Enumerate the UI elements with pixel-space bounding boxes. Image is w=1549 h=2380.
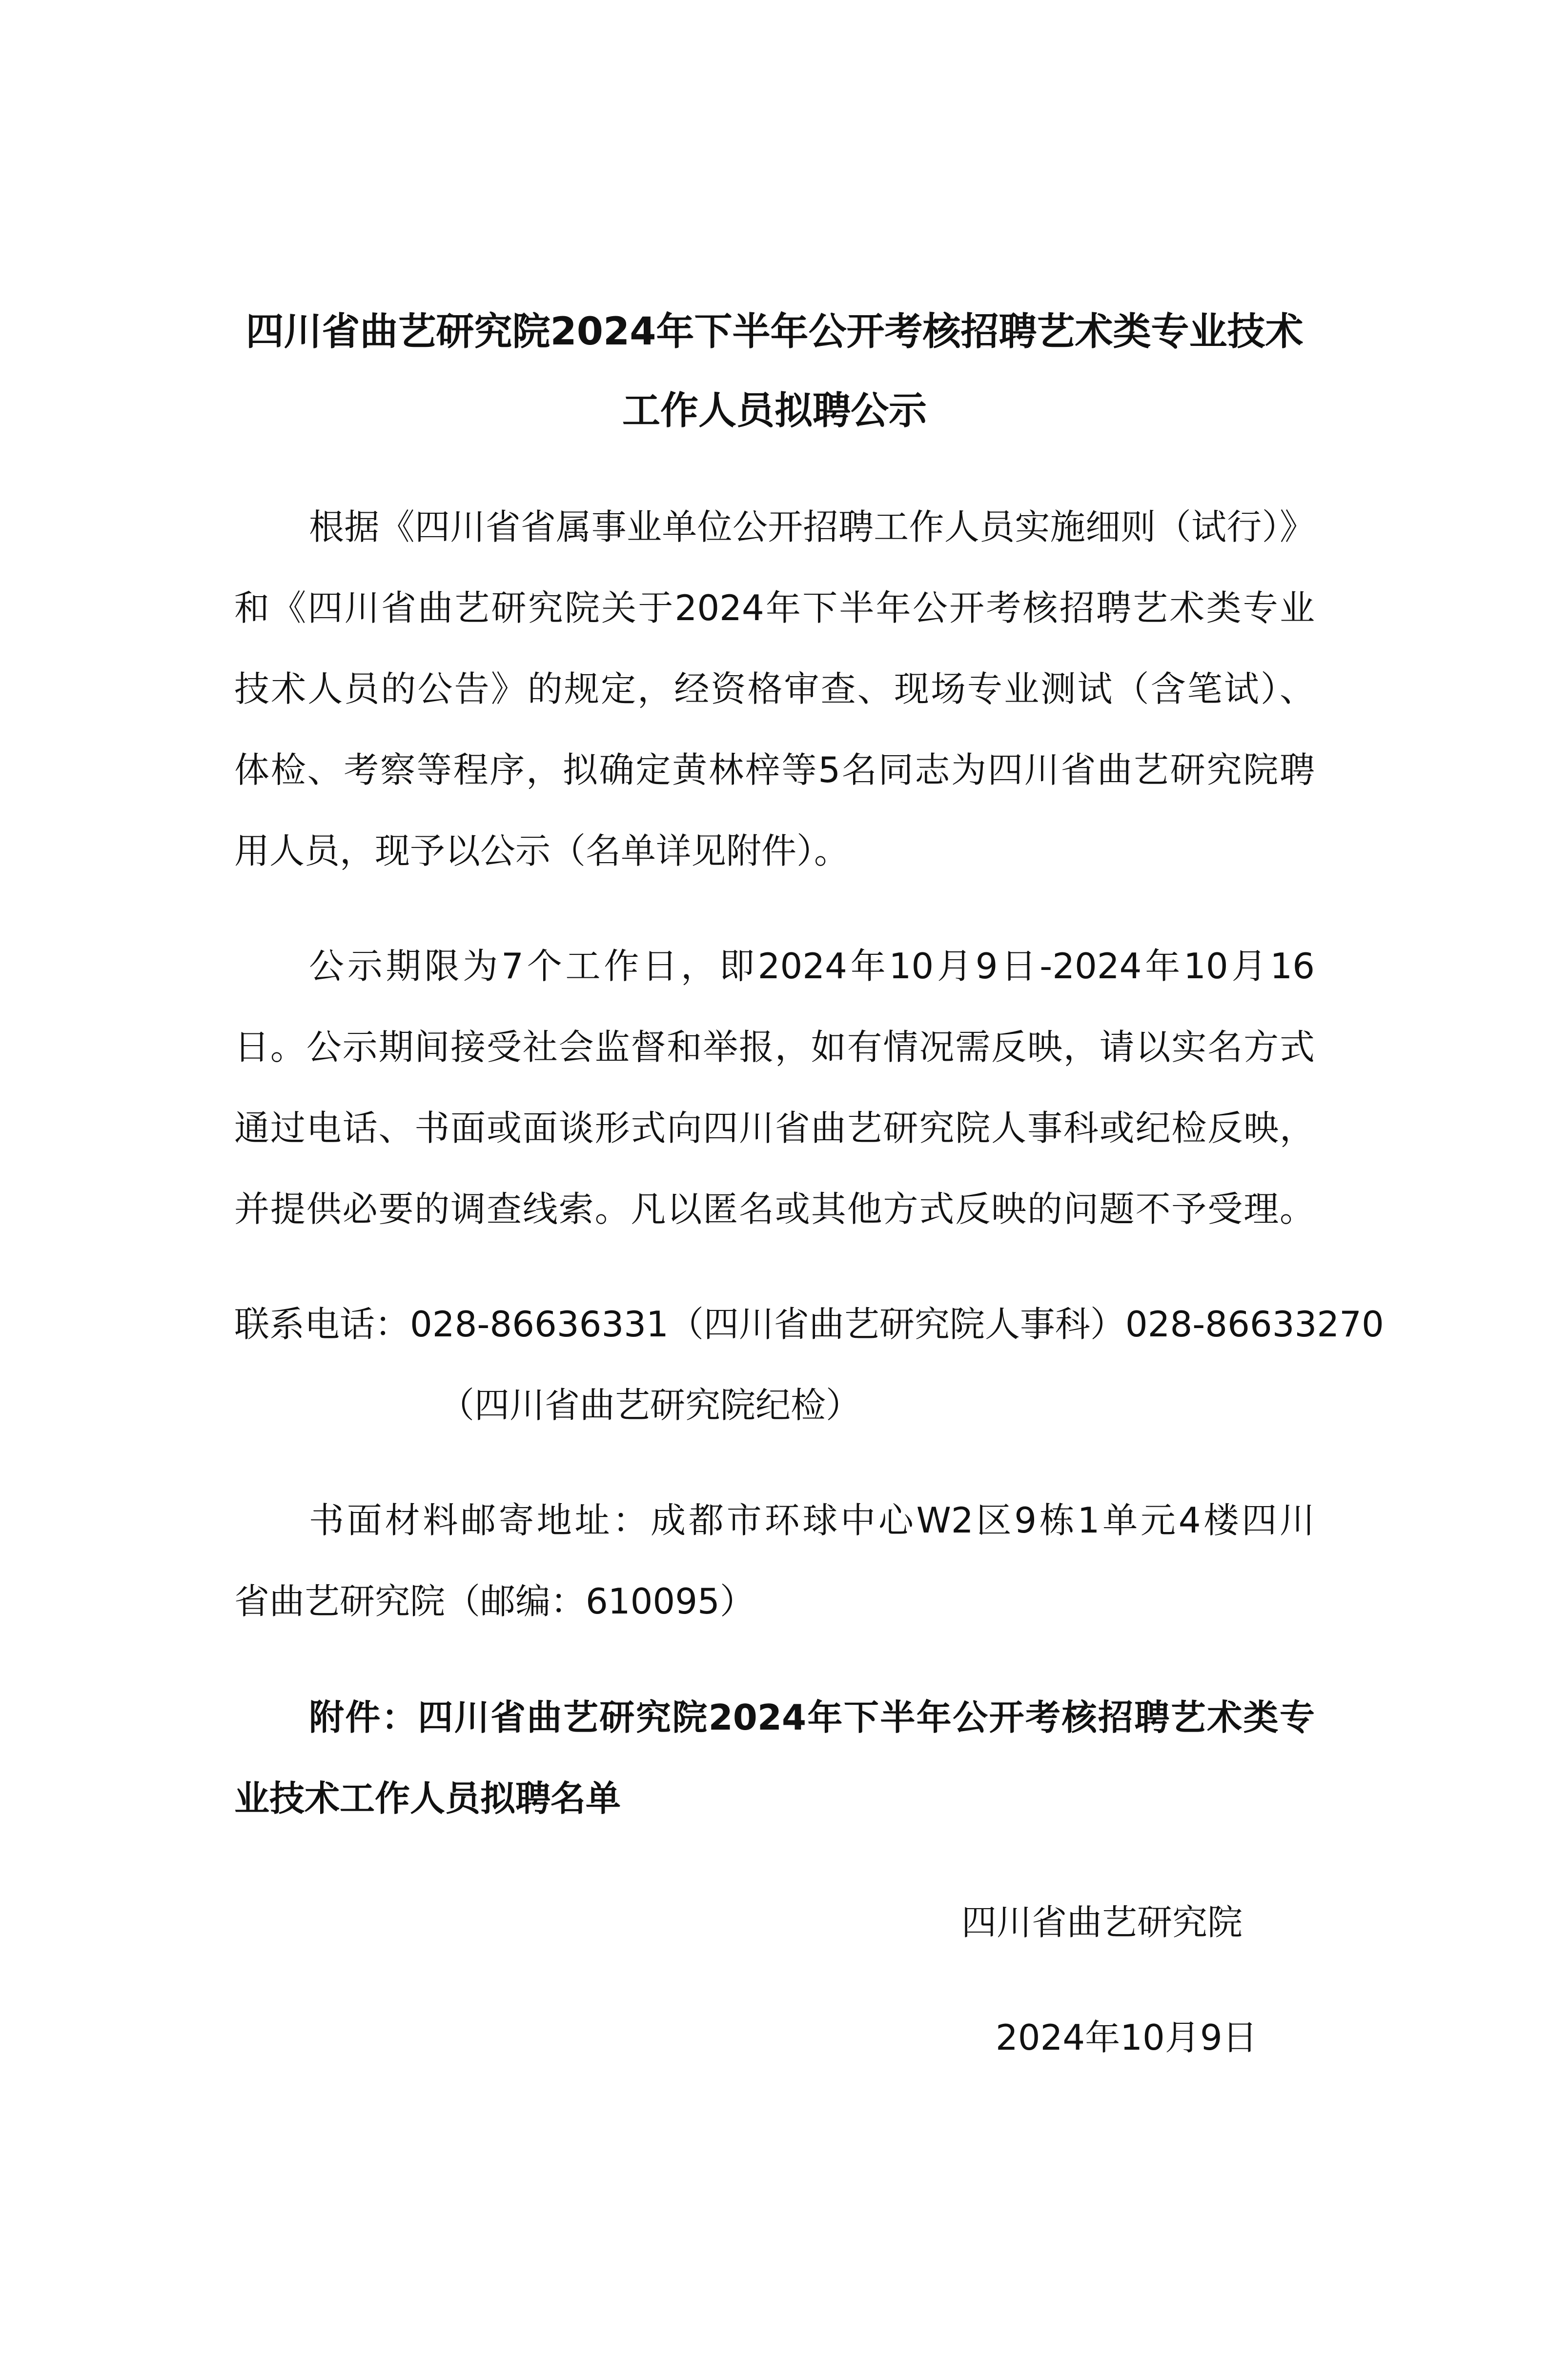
paragraph-1-line-3: 技术人员的公告》的规定，经资格审查、现场专业测试（含笔试）、 (234, 668, 1315, 709)
paragraph-1-line-5: 用人员，现予以公示（名单详见附件）。 (234, 830, 850, 871)
paragraph-2-line-2: 日。公示期间接受社会监督和举报，如有情况需反映，请以实名方式 (234, 1027, 1315, 1068)
mailing-address-line-2: 省曲艺研究院（邮编：610095） (234, 1581, 755, 1622)
mailing-address-line-1: 书面材料邮寄地址：成都市环球中心W2区9栋1单元4楼四川 (309, 1500, 1315, 1541)
paragraph-1-line-2: 和《四川省曲艺研究院关于2024年下半年公开考核招聘艺术类专业 (234, 587, 1315, 628)
paragraph-2-line-4: 并提供必要的调查线索。凡以匿名或其他方式反映的问题不予受理。 (234, 1189, 1315, 1230)
signature-date: 2024年10月9日 (996, 2017, 1258, 2058)
document-title-line-1: 四川省曲艺研究院2024年下半年公开考核招聘艺术类专业技术 (245, 310, 1304, 354)
paragraph-2-line-1: 公示期限为7个工作日，即2024年10月9日-2024年10月16 (309, 946, 1315, 987)
paragraph-1-line-4: 体检、考察等程序，拟确定黄林梓等5名同志为四川省曲艺研究院聘 (234, 749, 1315, 790)
paragraph-2-line-3: 通过电话、书面或面谈形式向四川省曲艺研究院人事科或纪检反映， (234, 1108, 1315, 1149)
attachment-line-1: 附件：四川省曲艺研究院2024年下半年公开考核招聘艺术类专 (309, 1697, 1315, 1738)
paragraph-1-line-1: 根据《四川省省属事业单位公开招聘工作人员实施细则（试行）》 (309, 506, 1315, 547)
document-title-line-2: 工作人员拟聘公示 (622, 389, 927, 433)
attachment-line-2: 业技术工作人员拟聘名单 (234, 1778, 621, 1819)
contact-phone-line: 联系电话：028-86636331（四川省曲艺研究院人事科）028-86633270 (234, 1304, 1384, 1345)
contact-discipline-label: （四川省曲艺研究院纪检） (439, 1385, 861, 1426)
signature-organization: 四川省曲艺研究院 (961, 1902, 1243, 1943)
